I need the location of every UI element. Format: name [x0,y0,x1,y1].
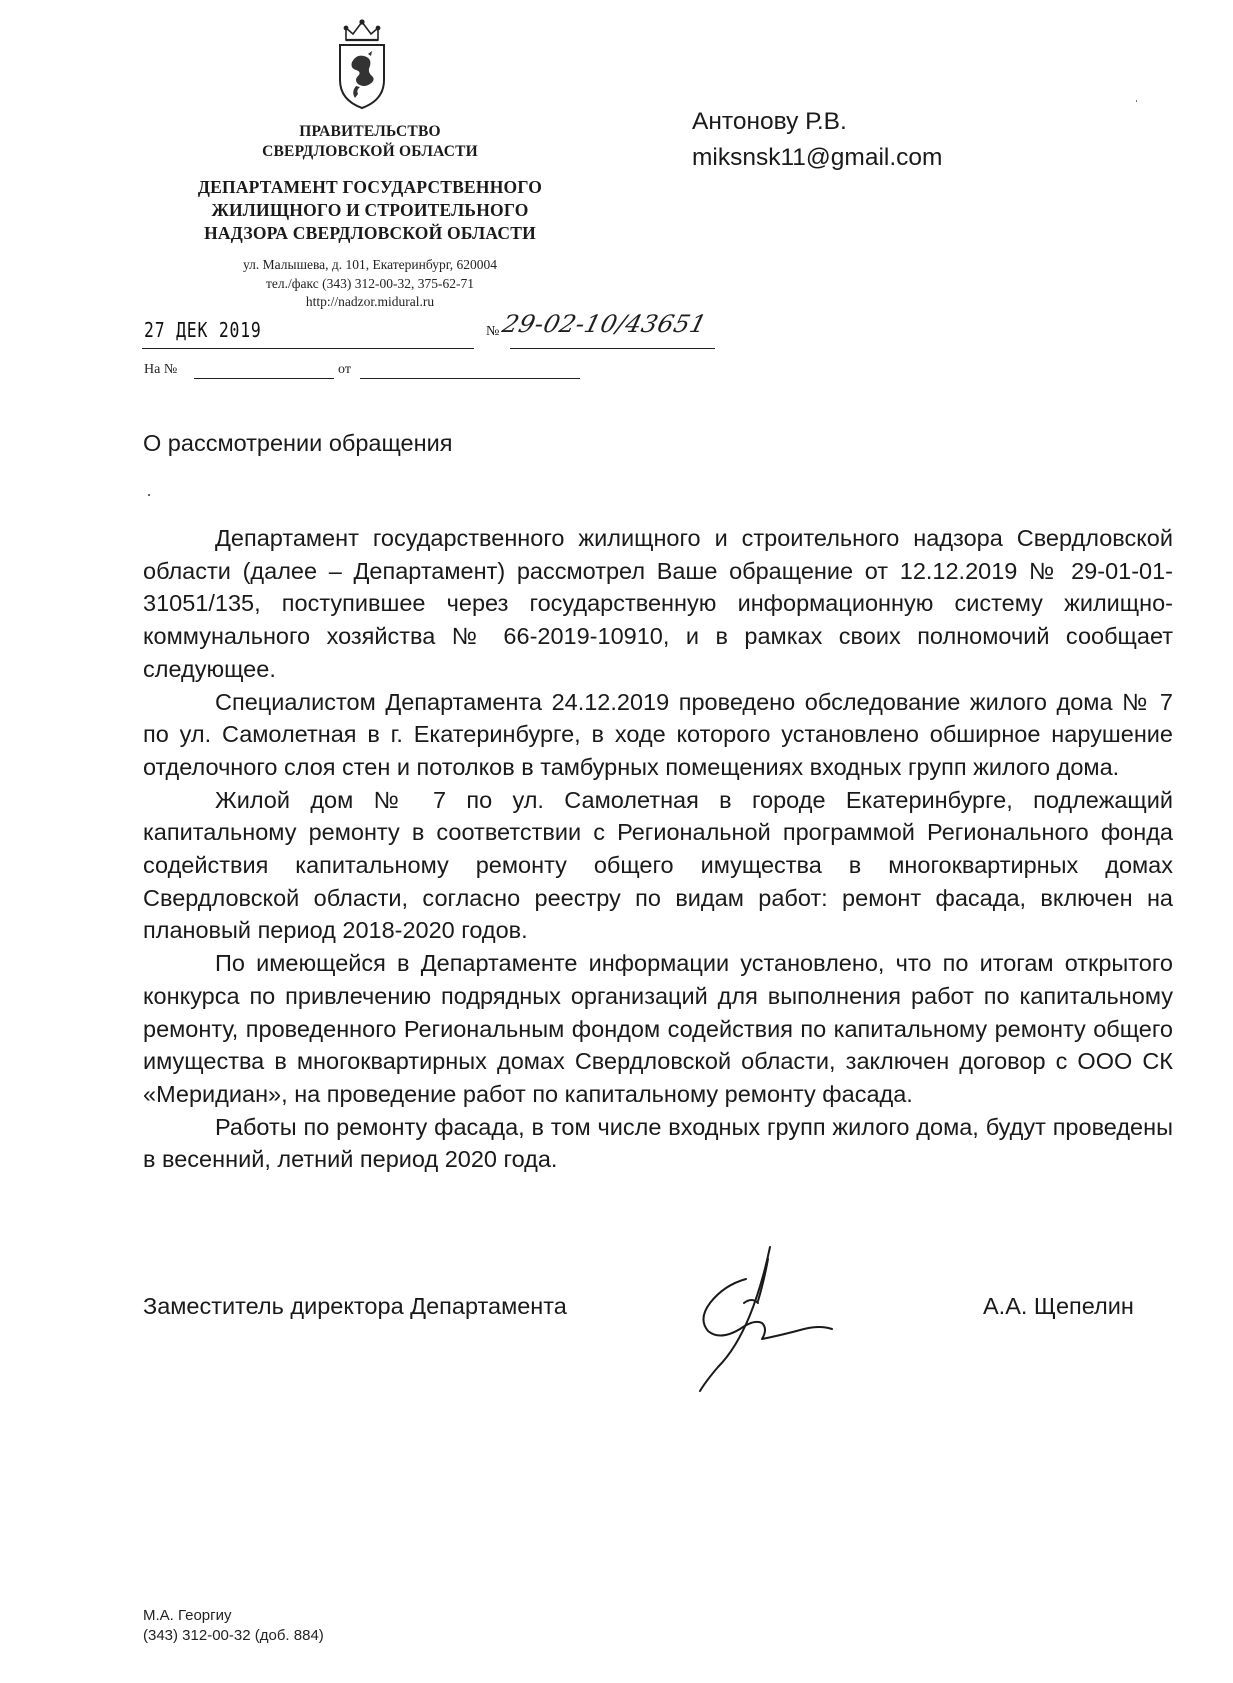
department-phone: тел./факс (343) 312-00-32, 375-62-71 [266,275,474,291]
department-line-1: ДЕПАРТАМЕНТ ГОСУДАРСТВЕННОГО [197,177,543,197]
signer-title: Заместитель директора Департамента [143,1293,567,1319]
registration-number-handwritten: 29-02-10/43651 [499,310,710,338]
department-website: http://nadzor.midural.ru [305,294,435,309]
department-name [130,176,610,245]
in-reply-number-blank [194,378,334,379]
letter-body [143,522,1173,1176]
from-label: от [338,362,351,377]
government-name [130,122,610,162]
registration-date-underline [142,348,474,349]
executor-phone: (343) 312-00-32 (доб. 884) [143,1627,324,1644]
government-line-1: ПРАВИТЕЛЬСТВО [299,123,441,140]
letter-subject: О рассмотрении обращения [143,430,453,456]
recipient-name: Антонову Р.В. [692,108,847,135]
registration-number-underline [510,348,715,349]
scan-mark [1136,100,1137,102]
from-date-blank [360,378,580,379]
department-contacts [150,256,590,312]
executor-name: М.А. Георгиу [143,1607,232,1624]
handwritten-signature [684,1245,844,1395]
registration-number-label: № [486,324,500,339]
registration-line [140,310,710,352]
department-address: ул. Малышева, д. 101, Екатеринбург, 620004 [243,257,497,272]
body-paragraph: Работы по ремонту фасада, в том числе входных групп жилого дома, будут проведены в весенний, летний период 2020 года. [143,1113,1173,1173]
body-paragraph: Специалистом Департамента 24.12.2019 проведено обследование жилого дома № 7 по ул. Самолетная в г. Екатеринбурге, в ходе которого установлено обширное нарушение отделочного слоя стен и потолков в тамбурных помещениях входных групп жилого дома. [143,688,1173,780]
department-line-3: НАДЗОРА СВЕРДЛОВСКОЙ ОБЛАСТИ [204,223,536,243]
registration-date-stamp: 27 ДЕК 2019 [144,318,262,342]
body-paragraph: Жилой дом № 7 по ул. Самолетная в городе Екатеринбурге, подлежащий капитальному ремонту в соответствии с Региональной программой Регионального фонда содействия капитальному ремонту общего имущества в многоквартирных домах Свердловской области, согласно реестру по видам работ: ремонт фасада, включен на плановый период 2018-2020 годов. [143,786,1173,944]
in-reply-label: На № [144,362,178,377]
government-line-2: СВЕРДЛОВСКОЙ ОБЛАСТИ [262,143,478,160]
body-paragraph: Департамент государственного жилищного и строительного надзора Свердловской области (далее – Департамент) рассмотрел Ваше обращение от 12.12.2019 № 29-01-01-31051/135, поступившее через государственную информационную систему жилищно-коммунального хозяйства № 66-2019-10910, и в рамках своих полномочий сообщает следующее. [143,525,1173,682]
body-paragraph: По имеющейся в Департаменте информации установлено, что по итогам открытого конкурса по привлечению подрядных организаций для выполнения работ по капитальному ремонту, проведенного Региональным фондом содействия по капитальному ремонту общего имущества в многоквартирных домах Свердловской области, заключен договор с ООО СК «Меридиан», на проведение работ по капитальному ремонту фасада. [143,950,1173,1107]
department-line-2: ЖИЛИЩНОГО И СТРОИТЕЛЬНОГО [211,200,529,220]
signer-name: А.А. Щепелин [983,1293,1134,1319]
coat-of-arms-icon [334,18,390,110]
executor-block [143,1606,324,1646]
scan-speck [148,494,150,496]
reference-line [140,362,580,384]
recipient-email: miksnsk11@gmail.com [692,144,943,171]
recipient-block [692,104,942,176]
